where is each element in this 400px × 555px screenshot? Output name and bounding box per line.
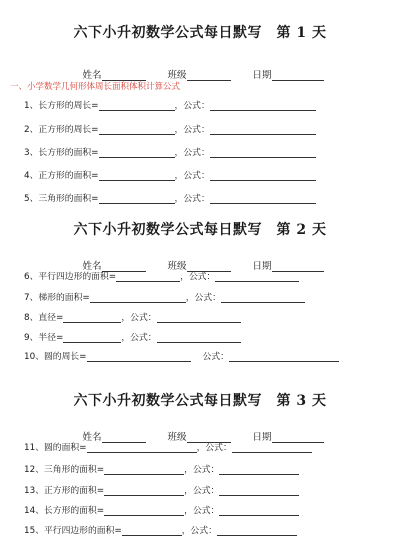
class-label: 班级 <box>167 261 187 272</box>
section-heading: 一、小学数学几何形体周长面积体积计算公式 <box>10 82 181 92</box>
answer-blank[interactable] <box>63 333 121 343</box>
formula-label: ，公式： <box>184 486 220 496</box>
question-row <box>24 169 316 181</box>
formula-label: ，公式： <box>121 333 157 343</box>
question-label: 13、正方形的面积= <box>24 486 105 496</box>
name-label: 姓名 <box>82 432 102 443</box>
day-3-title: 六下小升初数学公式每日默写 第 3 天 <box>73 393 327 409</box>
formula-label: ，公式： <box>184 465 220 475</box>
answer-blank[interactable] <box>104 465 184 475</box>
formula-blank[interactable] <box>157 313 241 323</box>
name-label: 姓名 <box>82 261 102 272</box>
day-1-info <box>0 56 400 81</box>
question-label: 10、圆的周长= <box>24 352 87 362</box>
question-row <box>24 524 297 536</box>
date-label: 日期 <box>252 70 272 81</box>
formula-blank[interactable] <box>210 101 316 111</box>
question-label: 3、长方形的面积= <box>24 148 99 158</box>
question-label: 7、梯形的面积= <box>24 293 90 303</box>
formula-label: 公式： <box>202 352 229 362</box>
class-label: 班级 <box>167 70 187 81</box>
formula-label: ，公式： <box>174 148 210 158</box>
question-label: 2、正方形的周长= <box>24 125 99 135</box>
formula-label: ，公式： <box>181 526 217 536</box>
date-blank[interactable] <box>272 71 324 81</box>
question-label: 15、平行四边形的面积= <box>24 526 122 536</box>
question-row <box>24 350 339 362</box>
question-row <box>24 441 312 453</box>
formula-label: ，公式： <box>174 194 210 204</box>
answer-blank[interactable] <box>87 443 197 453</box>
question-label: 8、直径= <box>24 313 64 323</box>
question-row <box>24 331 241 343</box>
formula-blank[interactable] <box>210 125 316 135</box>
date-label: 日期 <box>252 261 272 272</box>
question-row <box>24 270 299 282</box>
answer-blank[interactable] <box>122 526 182 536</box>
answer-blank[interactable] <box>99 194 175 204</box>
question-label: 6、平行四边形的面积= <box>24 272 117 282</box>
question-label: 11、圆的面积= <box>24 443 87 453</box>
question-row <box>24 311 241 323</box>
day-2-title: 六下小升初数学公式每日默写 第 2 天 <box>73 222 327 238</box>
formula-label: ，公式： <box>174 171 210 181</box>
day-1-title: 六下小升初数学公式每日默写 第 1 天 <box>73 25 327 41</box>
question-row <box>24 192 316 204</box>
formula-blank[interactable] <box>221 293 305 303</box>
answer-blank[interactable] <box>87 352 191 362</box>
answer-blank[interactable] <box>99 101 175 111</box>
question-label: 5、三角形的面积= <box>24 194 99 204</box>
formula-label: ，公式： <box>196 443 232 453</box>
formula-blank[interactable] <box>232 443 312 453</box>
formula-label: ，公式： <box>174 101 210 111</box>
answer-blank[interactable] <box>99 171 175 181</box>
formula-blank[interactable] <box>157 333 241 343</box>
question-label: 4、正方形的面积= <box>24 171 99 181</box>
formula-label: ，公式： <box>185 293 221 303</box>
formula-blank[interactable] <box>210 171 316 181</box>
question-row <box>24 123 316 135</box>
formula-label: ，公式： <box>184 506 220 516</box>
answer-blank[interactable] <box>63 313 121 323</box>
answer-blank[interactable] <box>104 506 184 516</box>
answer-blank[interactable] <box>104 486 184 496</box>
question-row <box>24 484 299 496</box>
formula-blank[interactable] <box>219 486 299 496</box>
question-row <box>24 504 299 516</box>
date-label: 日期 <box>252 432 272 443</box>
question-label: 12、三角形的面积= <box>24 465 105 475</box>
question-label: 14、长方形的面积= <box>24 506 105 516</box>
name-label: 姓名 <box>82 70 102 81</box>
answer-blank[interactable] <box>99 148 175 158</box>
question-row <box>24 291 305 303</box>
question-label: 9、半径= <box>24 333 64 343</box>
formula-label: ，公式： <box>180 272 216 282</box>
question-row <box>24 99 316 111</box>
formula-label: ，公式： <box>121 313 157 323</box>
formula-blank[interactable] <box>215 272 299 282</box>
answer-blank[interactable] <box>116 272 180 282</box>
formula-blank[interactable] <box>229 352 339 362</box>
class-blank[interactable] <box>187 71 231 81</box>
class-label: 班级 <box>167 432 187 443</box>
formula-blank[interactable] <box>210 194 316 204</box>
formula-blank[interactable] <box>210 148 316 158</box>
formula-label: ，公式： <box>174 125 210 135</box>
formula-blank[interactable] <box>217 526 297 536</box>
question-row <box>24 146 316 158</box>
answer-blank[interactable] <box>90 293 186 303</box>
answer-blank[interactable] <box>99 125 175 135</box>
formula-blank[interactable] <box>219 465 299 475</box>
formula-blank[interactable] <box>219 506 299 516</box>
question-label: 1、长方形的周长= <box>24 101 99 111</box>
question-row <box>24 463 299 475</box>
